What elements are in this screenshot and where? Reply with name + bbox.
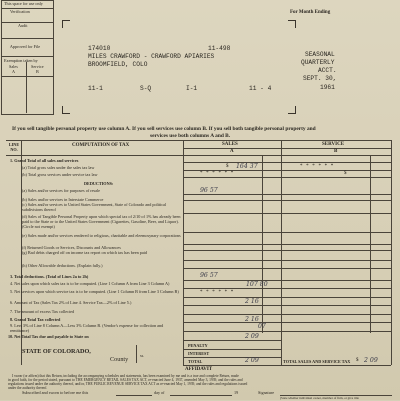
verification-label: Verification xyxy=(10,9,30,14)
class-b: S-Q xyxy=(140,85,152,92)
taxpayer-name: MILES CRAWFORD - CRAWFORD APIARIES xyxy=(88,53,215,60)
office-col-a: A xyxy=(12,69,16,74)
line-2b: (b) Sales and/or services in Interstate Commerce xyxy=(22,197,104,202)
ss-label: ss. xyxy=(140,353,145,358)
line-9: 9. Less 3% of Line 8 Column A—Less 3% Column B. (Vendor's expense for collection and remittance) xyxy=(10,323,164,333)
total-dollar: $ xyxy=(356,358,359,363)
instructions-line1: If you sell tangible personal property use column A. If you sell services use column B. If you sell both tangible personal property and xyxy=(12,126,316,132)
line-2a: (a) Sales and/or services for purposes of resale xyxy=(22,188,101,193)
col-sales: SALES xyxy=(222,142,238,147)
deductions-heading: DEDUCTIONS: xyxy=(84,181,114,186)
line-1a-service-stars: * * * * * * xyxy=(300,164,335,169)
line-1b-sales-stars: * * * * * * xyxy=(200,171,235,176)
period-line4: SEPT. 30, xyxy=(303,75,337,82)
col-computation: COMPUTATION OF TAX xyxy=(72,143,130,148)
line-8-sales-amount: 2 16 xyxy=(245,316,259,323)
signature-label: Signature xyxy=(258,390,275,395)
instructions-line2: services use both columns A and B. xyxy=(150,133,231,139)
line-3: 3. Total deductions. (Total of Lines 2a to 2h) xyxy=(10,274,89,279)
line-10-sales-amount: 2 09 xyxy=(245,333,259,340)
col-service-b: B xyxy=(334,149,338,154)
taxpayer-city: BROOMFIELD, COLO xyxy=(88,61,148,68)
account-number: 174010 xyxy=(88,45,111,52)
line-5: 5. Net services upon which service tax is to be computed. (Line 1 Column B from Line 3 Column B) xyxy=(10,289,179,294)
line-10: 10. Net Total Tax due and payable to State on xyxy=(8,334,89,339)
line-8: 8. Grand Total Tax collected xyxy=(10,317,61,322)
line-6-sales-amount: 2 16 xyxy=(245,298,259,305)
line-6: 6. Amount of Tax (Sales Tax 2% of Line 4. Service Tax—2% of Line 5.) xyxy=(10,300,132,305)
day-of-label: day of xyxy=(154,390,165,395)
line-4-sales-amount: 107 80 xyxy=(246,281,268,288)
total-amount: 2 09 xyxy=(245,357,259,364)
subscribed-label: Subscribed and sworn to before me this xyxy=(22,390,89,395)
line-1b-dollar: $ xyxy=(344,171,347,176)
line-2c: (c) Sales and/or services to United States Government, State of Colorado and political subdivisions thereof xyxy=(22,202,167,212)
line-1: 1. Grand Total of all sales and services xyxy=(10,158,79,163)
taxpayer-code: 11-498 xyxy=(208,45,231,52)
line-2e: (e) Sales made and/or services rendered to religious, charitable and eleemosynary corporations xyxy=(22,233,181,238)
col-sales-a: A xyxy=(230,149,234,154)
total-tax-amount: 2 09 xyxy=(364,357,378,364)
period-line1: SEASONAL xyxy=(305,51,335,58)
line-1b: (b) Total gross services under service tax law xyxy=(22,172,98,177)
col-service: SERVICE xyxy=(322,142,345,147)
line-4: 4. Net sales upon which sales tax is to be computed. (Line 1 Column A from Line 3 Column A) xyxy=(10,281,170,286)
affidavit-text2: in good faith, for the period stated, pursuant to THE EMERGENCY RETAIL SALES TAX ACT, re-enacted June 4, 1937, amended May 3, 1939, and the rules and xyxy=(8,378,243,382)
line-1-sales-amount: 164 37 xyxy=(236,163,258,170)
period-line2: QUARTERLY xyxy=(301,59,335,66)
month-ending-label: For Month Ending xyxy=(290,10,331,15)
total-label: TOTAL xyxy=(188,359,203,364)
line-2h: (h) Other Allowable deductions. (Explain fully.) xyxy=(22,263,103,268)
line-2f: (f) Returned Goods or Services, Discounts and Allowances xyxy=(22,245,121,250)
county-label: County xyxy=(110,356,129,363)
line-2a-sales-amount: 96 57 xyxy=(200,187,218,194)
affidavit-text4: under the authority thereof. xyxy=(8,386,48,390)
state-whether-note: (State whether individual owner, member of firm, or give title xyxy=(280,396,359,400)
col-line-no: LINE NO. xyxy=(8,142,20,152)
line-5-sales-stars: * * * * * * xyxy=(200,290,235,295)
office-col-service: Service xyxy=(31,64,44,69)
state-label: STATE OF COLORADO, xyxy=(22,348,91,355)
line-3-sales-amount: 96 57 xyxy=(200,272,218,279)
period-line3: ACCT. xyxy=(318,67,337,74)
office-use-title: This space for use only xyxy=(4,1,43,6)
affidavit-text1: I swear (or affirm) that this Return, including the accompanying schedules and statements, has been examined by me and is a true and complete Return, made xyxy=(12,374,239,378)
approved-label: Approved for File xyxy=(9,44,41,49)
class-d: 11 - 4 xyxy=(249,85,272,92)
total-sales-service-label: TOTAL SALES AND SERVICE TAX xyxy=(283,359,351,364)
line-1a: (a) Total gross sales under the sales tax law xyxy=(22,165,95,170)
audit-label: Audit xyxy=(18,23,28,28)
penalty-label: PENALTY xyxy=(188,343,208,348)
affidavit-title: AFFIDAVIT xyxy=(185,367,213,372)
office-col-sales: Sales xyxy=(9,64,18,69)
line-2g: (g) Bad debts charged off on income tax report on which tax has been paid xyxy=(22,250,147,255)
line-2d: (d) Sales of Tangible Personal Property upon which special tax of 2/10 of 1% has already been paid to the State or to the United States Government (Cigarettes, Gasoline, Beer, and Liquor). (Circle not exempt) xyxy=(22,214,181,229)
office-col-b: B xyxy=(36,69,39,74)
affidavit-text3: regulations issued under the authority thereof, and/or, THE PUBLIC REVENUE SERVICE TAX ACT as re-enacted May 1, 1939, and the rules and regulations issued xyxy=(8,382,248,386)
exemption-label: Exemption taken by xyxy=(4,58,38,63)
period-line5: 1961 xyxy=(320,84,335,91)
line-9-sales-amount: 07 xyxy=(258,323,266,330)
class-c: I-1 xyxy=(186,85,198,92)
line-7: 7. The amount of excess Tax collected xyxy=(10,309,75,314)
class-a: 11-1 xyxy=(88,85,103,92)
interest-label: INTEREST xyxy=(188,351,210,356)
line-1a-dollar: $ xyxy=(226,164,229,169)
year-label: 19 xyxy=(234,390,239,395)
